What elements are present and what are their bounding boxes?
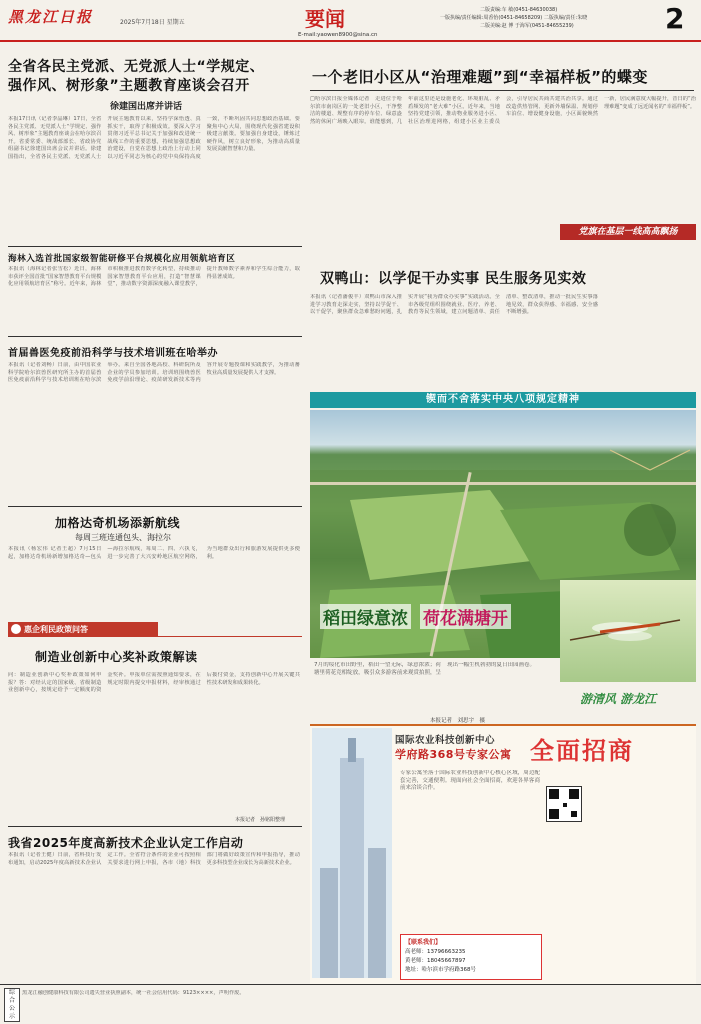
hightech-body: 本报讯（记者王健）日前，省科技厅发布通知，启动2025年度高新技术企业认定工作。全省符合条件的企业可按照相关要求进行网上申报，各市（地）科技部门将做好政策宣传和申报指导，推动更多科技型企业成长为高新技术企业。 [8,852,300,866]
wenda-label [8,622,158,636]
hightech-title: 我省2025年度高新技术企业认定工作启动 [8,836,244,850]
qr-code-pattern [547,787,581,821]
ad-heading-2: 学府路368号专家公寓 [395,748,512,761]
party-banner [560,224,696,240]
masthead-rule [0,40,701,42]
divider [8,826,302,827]
qr-code[interactable] [546,786,582,822]
issue-date: 2025年7月18日 星期五 [120,19,185,26]
divider [0,984,701,985]
eight-rules-banner-text: 锲而不舍落实中央八项规定精神 [426,394,580,405]
footer-label-text: 综合公示 [8,989,15,1020]
divider [8,506,302,507]
footer-label [4,988,20,1022]
veterinary-body: 本报讯（记者刘畅）日前，由中国农业科学院哈尔滨兽医研究所主办的首届兽医免疫前沿科学与技术培训班在哈尔滨举办。来自全国各地高校、科研院所及企业的学员参加培训。培训班围绕兽医免疫学前沿理论、疫苗研发新技术等内容开展专题授课和实践教学，为推动畜牧业高质量发展提供人才支撑。 [8,362,300,384]
section-email: E-mail:yaowen8900@sina.cn [298,32,378,38]
divider [8,636,302,637]
jiagedaqi-subtitle: 每周三班连通包头、海拉尔 [75,533,171,542]
ad-building-image [312,728,392,978]
ad-body: 专家公寓坐落于国际农业科技创新中心核心区域，周边配套完善，交通便利。现面向社会全面招商，欢迎各界客商前来洽谈合作。 [400,770,540,792]
wenda-editor: 本报记者 孙铭阳整理 [235,817,286,823]
tourism-logo: 游清风 游龙江 [580,692,657,706]
page-number: 2 [665,2,685,35]
wenda-title: 制造业创新中心奖补政策解读 [35,650,198,664]
eight-rules-banner [310,392,696,408]
building-svg [312,728,392,978]
ad-contact-line: 高老师：13796663235 [405,949,466,955]
photo-title-1: 稻田绿意浓 [320,604,411,629]
wenda-body: 问：制造业创新中心奖补政策如何申报？答：对经认定的国家级、省级制造业创新中心，按规定给予一定额度的资金奖补。申报单位需按照通知要求，在规定时限内提交申报材料，经审核通过后拨付资金，支持创新中心开展关键共性技术研发和成果转化。 [8,672,300,694]
photo-caption: 7月的绥化市田野里，稻田一望无际，绿意浓浓；荷塘里荷花竞相绽放，吸引众多游客前来观赏拍照，呈现出一幅生机勃勃的夏日田园画卷。 [314,662,536,676]
contact-line: 二版责编:车 敏(0451-84630038) [480,7,558,13]
shuangyashan-body: 本报讯（记者潘俊丰）双鸭山市深入推进学习教育走深走实，坚持以学促干、以干促学，聚焦群众急难愁盼问题，扎实开展“我为群众办实事”实践活动。全市各级党组织围绕就业、医疗、养老、教育等民生领域，建立问题清单、责任清单、整改清单，推动一批民生实事落地见效，群众获得感、幸福感、安全感不断增强。 [310,294,598,316]
masthead [0,0,701,42]
ad-heading-1: 国际农业科技创新中心 [395,735,496,746]
party-banner-text: 党旗在基层一线高高飘扬 [578,227,678,237]
divider [8,336,302,337]
divider [310,90,694,91]
headline-left-byline: 徐建国出席并讲话 [110,102,183,112]
ad-contact-box [400,934,542,980]
ad-big-slogan: 全面招商 [530,737,634,765]
photo-title-2: 荷花满塘开 [420,604,511,629]
hailin-body: 本报讯（海林记者张雪松）近日，海林市获评全国首批“国家智慧教育平台规模化应用领航培育区”称号。近年来，海林市积极推进教育数字化转型，持续推动国家智慧教育平台应用，打造“智慧课堂”，推动数字资源深度融入课堂教学，提升教师数字素养和学生综合能力，取得显著成效。 [8,266,300,288]
ad-contact-title: 【联系我们】 [405,939,442,946]
headline-left-title-2: 强作风、树形象”主题教育座谈会召开 [8,78,250,94]
divider [8,246,302,247]
wenda-icon [11,624,21,634]
paper-name: 黑龙江日报 [8,8,94,26]
jiagedaqi-title: 加格达奇机场添新航线 [55,516,181,530]
dragonfly-shape [560,580,696,682]
headline-center-title: 一个老旧小区从“治理难题”到“幸福样板”的蝶变 [312,68,648,86]
contact-line: 一版执编/责任编辑:周香怡(0451-84658209) 二版执编/责任:朱晓 [440,15,588,21]
photo-credit: 本报记者 刘思宇 摄 [430,718,486,724]
section-title: 要闻 [305,7,345,31]
headline-left-body: 本报17日讯（记者李晶琳）17日，全省各民主党派、无党派人士“学规定、强作风、树形象”主题教育座谈会在哈尔滨召开。省委常委、统战部部长、省政协党组副书记徐建国出席会议并讲话。徐建国指出，全省各民主党派、无党派人士开展主题教育以来，坚持学深悟透、真抓实干，取得了积极成效。要深入学习贯彻习近平总书记关于加强和改进统一战线工作的重要思想，持续加强思想政治建设，自觉在思想上政治上行动上同以习近平同志为核心的党中央保持高度一致，不断巩固共同思想政治基础。要聚焦中心大局，围绕现代化强省建设积极建言献策。要加强自身建设，锤炼过硬作风，树立良好形象，为推动高质量发展贡献智慧和力量。 [8,116,300,160]
wenda-label-text: 惠企利民政策问答 [24,625,88,634]
dragonfly-photo [560,580,696,682]
jiagedaqi-body: 本报讯（杨宏伟 记者王超）7月15日起，加格达奇机场新增加格达奇—包头—海拉尔航线，每周二、四、六执飞，进一步完善了大兴安岭地区航空网络，为当地群众出行和旅游发展提供更多便利。 [8,546,300,560]
ad-contact-line: 黄老师：18045667897 [405,958,466,964]
veterinary-title: 首届兽医免疫前沿科学与技术培训班在哈举办 [8,348,218,359]
ad-contact-line: 地址：哈尔滨市学府路368号 [405,967,476,973]
headline-left-title-1: 全省各民主党派、无党派人士“学规定、 [8,59,265,75]
hailin-title: 海林入选首批国家级智能研修平台规模化应用领航培育区 [8,254,236,264]
footer-text: 黑龙江融创健康科技有限公司遗失营业执照副本，统一社会信用代码：9123××××，声明作废。 [22,990,245,996]
headline-center-body: □哈尔滨日报全媒体记者 走进位于哈尔滨市南岗区的一处老旧小区，干净整洁的楼道、规整有序的停车位、绿意盎然的休闲广场映入眼帘。谁能想到，几年前这里还是设施老化、环境脏乱、矛盾频发的“老大难”小区。近年来，当地坚持党建引领，推动物业服务进小区、社区治理进网格，组建小区业主委员会，引导居民共商共建共治共享。通过改造供热管网、更新外墙保温、规划停车泊位、增设健身设施，小区面貌焕然一新，居民满意度大幅提升，昔日的“治理难题”变成了远近闻名的“幸福样板”。 [310,96,696,125]
contact-line: 二版美编:赵 博 于海军(0451-84655239) [480,23,574,29]
shuangyashan-title: 双鸭山：以学促干办实事 民生服务见实效 [320,271,587,287]
